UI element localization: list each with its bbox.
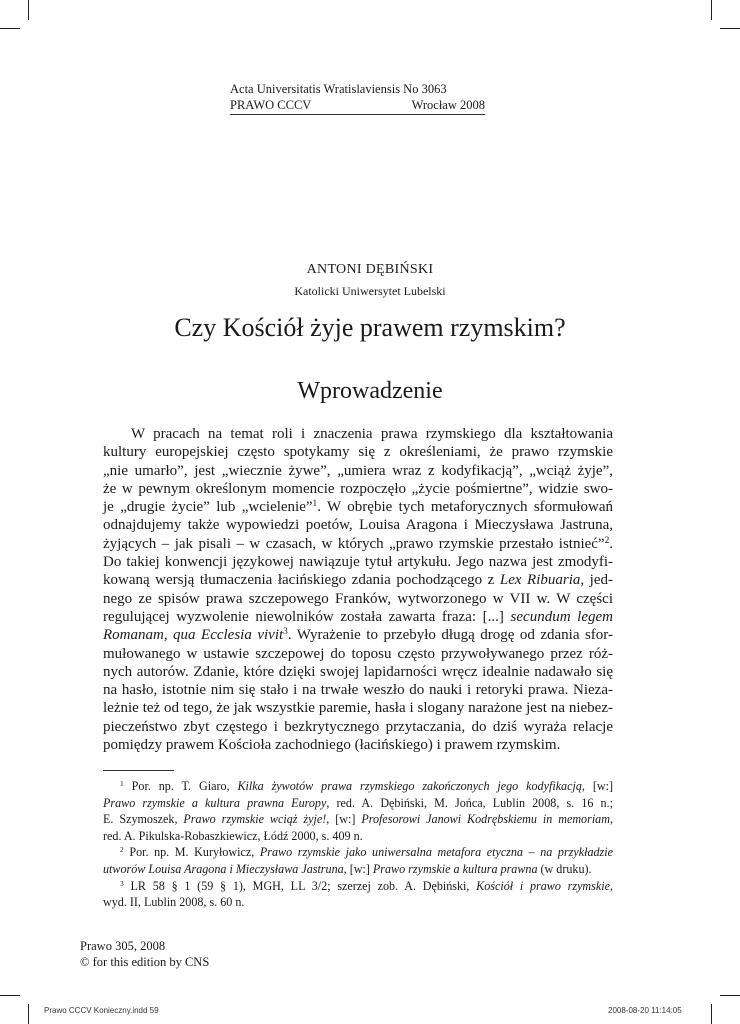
crop-mark bbox=[0, 28, 20, 29]
header-rule bbox=[230, 114, 485, 115]
footnote-line: wyd. II, Lublin 2008, s. 60 n. bbox=[103, 895, 245, 910]
crop-mark bbox=[28, 1004, 29, 1024]
colophon-copyright: © for this edition by CNS bbox=[80, 955, 210, 969]
body-line: W pracach na temat roli i znaczenia prawa rzymskiego dla kształtowania bbox=[131, 426, 613, 442]
footnote-line: $^2$ Por. np. M. Kuryłowicz, Prawo rzymskie jako uniwersalna metafora etyczna – na przykładzie bbox=[120, 845, 613, 860]
crop-mark bbox=[28, 0, 29, 20]
body-line: kowaną wersją tłumaczenia łacińskiego zdania pochodzącego z Lex Ribuaria, jed- bbox=[103, 572, 614, 589]
footnote-line: $^3$ LR 58 § 1 (59 § 1), MGH, LL 3/2; szerzej zob. A. Dębiński, Kościół i prawo rzymskie, bbox=[120, 878, 614, 893]
footnote-ref[interactable]: 3 bbox=[283, 627, 288, 638]
body-line: pomiędzy prawem Kościoła zachodniego (łacińskiego) i prawem rzymskim. bbox=[103, 737, 561, 754]
footnote-line: E. Szymoszek, Prawo rzymskie wciąż żyje!, [w:] Profesorowi Janowi Kodrębskiemu in memoriam, bbox=[103, 812, 613, 827]
crop-mark bbox=[711, 0, 712, 20]
slug-file: Prawo CCCV Konieczny.indd 59 bbox=[44, 1006, 159, 1015]
slug-date: 2008-08-20 11:14:05 bbox=[608, 1006, 682, 1015]
body-line: „nie umarło”, jest „wiecznie żywe”, „umiera wraz z kodyfikacją”, „wciąż żyje”, bbox=[103, 462, 613, 479]
crop-mark bbox=[711, 1004, 712, 1024]
journal-series-row bbox=[230, 97, 485, 113]
footnote-line: red. A. Pikulska-Robaszkiewicz, Łódź 2000, s. 409 n. bbox=[103, 828, 363, 843]
body-line: pieczeństwo zbyt częstego i bezkrytycznego przytaczania, do dziś wyraża relacje bbox=[103, 718, 613, 735]
footnote-line: $^1$ Por. np. T. Giaro, Kilka żywotów prawa rzymskiego zakończonych jego kodyfikacją, [w:] bbox=[120, 778, 613, 793]
body-line: Do takiej konwencji językowej nawiązuje tytuł artykułu. Jego nazwa jest zmodyfi- bbox=[103, 554, 613, 571]
article-title: Czy Kościół żyje prawem rzymskim? bbox=[174, 313, 566, 342]
body-line: nych autorów. Zdanie, które dzięki swojej lapidarności wręcz idealnie nadawało się bbox=[103, 663, 613, 680]
body-line: leżnie też od tego, że jak wszystkie paremie, hasła i slogany narażone jest na niebez- bbox=[103, 700, 613, 717]
colophon bbox=[80, 938, 209, 970]
footnote-rule bbox=[103, 770, 174, 771]
footnote-number: 3 bbox=[120, 878, 124, 888]
body-line: na hasło, istotnie nim się stało i na trwałe weszło do nauki i retoryki prawa. Nieza- bbox=[103, 682, 613, 699]
body-line: Romanam, qua Ecclesia vivit$^3$. Wyrażenie to przebyło długą drogę od zdania sfor- bbox=[103, 627, 613, 644]
footnote-number: 1 bbox=[120, 778, 124, 788]
section-title: Wprowadzenie bbox=[297, 378, 443, 404]
body-line: je „drugie życie” lub „wcielenie”$^1$. W obrębie tych metaforycznych sformułowań bbox=[103, 499, 613, 516]
body-line: nego ze spisów prawa szczepowego Franków, wytworzonego w VII w. W części bbox=[103, 590, 613, 607]
footnotes bbox=[103, 778, 613, 911]
author-name: ANTONI DĘBIŃSKI bbox=[306, 262, 434, 277]
author-affiliation: Katolicki Uniwersytet Lubelski bbox=[294, 284, 446, 298]
body-line: żyjących – jak pisali – w czasach, w których „prawo rzymskie przestało istnieć”$^2$. bbox=[103, 535, 613, 552]
journal-header bbox=[230, 81, 485, 115]
crop-mark bbox=[720, 995, 740, 996]
crop-mark bbox=[720, 28, 740, 29]
body-line: że w pewnym określonym momencie rozpoczęło „życie pośmiertne”, widzie swo- bbox=[103, 480, 613, 497]
body-text bbox=[103, 425, 613, 754]
journal-series: PRAWO CCCV bbox=[230, 98, 312, 112]
footnote-ref[interactable]: 2 bbox=[604, 535, 610, 546]
crop-mark bbox=[0, 995, 20, 996]
footnote-line: Prawo rzymskie a kultura prawna Europy, red. A. Dębiński, M. Jońca, Lublin 2008, s. 16 n.; bbox=[103, 795, 613, 810]
body-line: regulującej wyzwolenie niewolników została zawarta fraza: [...] secundum legem bbox=[103, 608, 613, 625]
body-line: odnajdujemy także wypowiedzi poetów, Louisa Aragona i Mieczysława Jastruna, bbox=[103, 517, 613, 534]
body-line: mułowanego w ustawie szczepowej do toposu często przywoływanego przez róż- bbox=[103, 645, 613, 662]
body-line: kultury europejskiej często spotykamy się z określeniami, że prawo rzymskie bbox=[103, 444, 613, 461]
journal-place-year: Wrocław 2008 bbox=[411, 98, 485, 112]
journal-name: Acta Universitatis Wratislaviensis No 3063 bbox=[230, 82, 447, 96]
footnote-ref[interactable]: 1 bbox=[312, 499, 318, 510]
footnote-number: 2 bbox=[120, 845, 124, 855]
colophon-issue: Prawo 305, 2008 bbox=[80, 939, 166, 953]
footnote-line: utworów Louisa Aragona i Mieczysława Jastruna, [w:] Prawo rzymskie a kultura prawna (w druku). bbox=[103, 861, 592, 876]
